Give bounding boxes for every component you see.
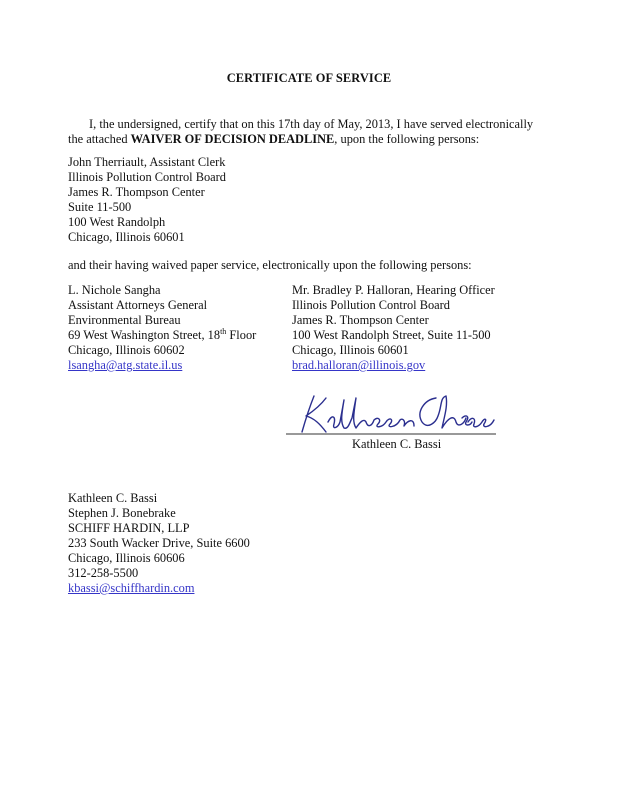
sender-line: SCHIFF HARDIN, LLP <box>68 521 190 535</box>
address-line: Illinois Pollution Control Board <box>68 170 226 184</box>
page-title: CERTIFICATE OF SERVICE <box>226 71 392 85</box>
sender-phone: 312-258-5500 <box>68 566 139 580</box>
intro-paragraph <box>68 117 533 147</box>
address-line-street <box>68 328 256 343</box>
address-line: Suite 11-500 <box>68 200 132 214</box>
address-line: Chicago, Illinois 60601 <box>68 230 185 244</box>
address-line: Assistant Attorneys General <box>68 298 208 312</box>
sender-line: 233 South Wacker Drive, Suite 6600 <box>68 536 250 550</box>
signatory-name: Kathleen C. Bassi <box>352 437 442 451</box>
recipient-left-address <box>68 283 256 373</box>
address-line: John Therriault, Assistant Clerk <box>68 155 226 169</box>
address-line: Environmental Bureau <box>68 313 181 327</box>
email-link[interactable]: brad.halloran@illinois.gov <box>292 358 426 372</box>
email-link[interactable]: lsangha@atg.state.il.us <box>68 358 183 372</box>
sender-line: Kathleen C. Bassi <box>68 491 158 505</box>
address-line: L. Nichole Sangha <box>68 283 161 297</box>
address-line: Chicago, Illinois 60601 <box>292 343 409 357</box>
address-line: 100 West Randolph <box>68 215 166 229</box>
intro-line-1: I, the undersigned, certify that on this 17th day of May, 2013, I have served electronically <box>89 117 534 131</box>
intro-line-2 <box>68 132 533 147</box>
street-suffix: Floor <box>226 328 257 342</box>
primary-recipient-address <box>68 155 226 245</box>
street-ordinal: th <box>220 327 227 336</box>
document-name: WAIVER OF DECISION DEADLINE <box>130 132 335 146</box>
email-link[interactable]: kbassi@schiffhardin.com <box>68 581 195 595</box>
handwritten-signature <box>286 392 496 438</box>
address-line: Mr. Bradley P. Halloran, Hearing Officer <box>292 283 495 297</box>
street-prefix: 69 West Washington Street, 18 <box>68 328 221 342</box>
address-line: Illinois Pollution Control Board <box>292 298 450 312</box>
paper-waiver-paragraph: and their having waived paper service, electronically upon the following persons: <box>68 258 472 272</box>
intro-line-2-suffix: , upon the following persons: <box>334 132 480 146</box>
sender-line: Stephen J. Bonebrake <box>68 506 176 520</box>
sender-line: Chicago, Illinois 60606 <box>68 551 185 565</box>
address-line: James R. Thompson Center <box>68 185 205 199</box>
sender-address-block <box>68 491 250 596</box>
address-line: Chicago, Illinois 60602 <box>68 343 185 357</box>
address-line: James R. Thompson Center <box>292 313 429 327</box>
recipient-right-address <box>292 283 495 373</box>
intro-line-2-prefix: the attached <box>68 132 131 146</box>
address-line: 100 West Randolph Street, Suite 11-500 <box>292 328 491 342</box>
